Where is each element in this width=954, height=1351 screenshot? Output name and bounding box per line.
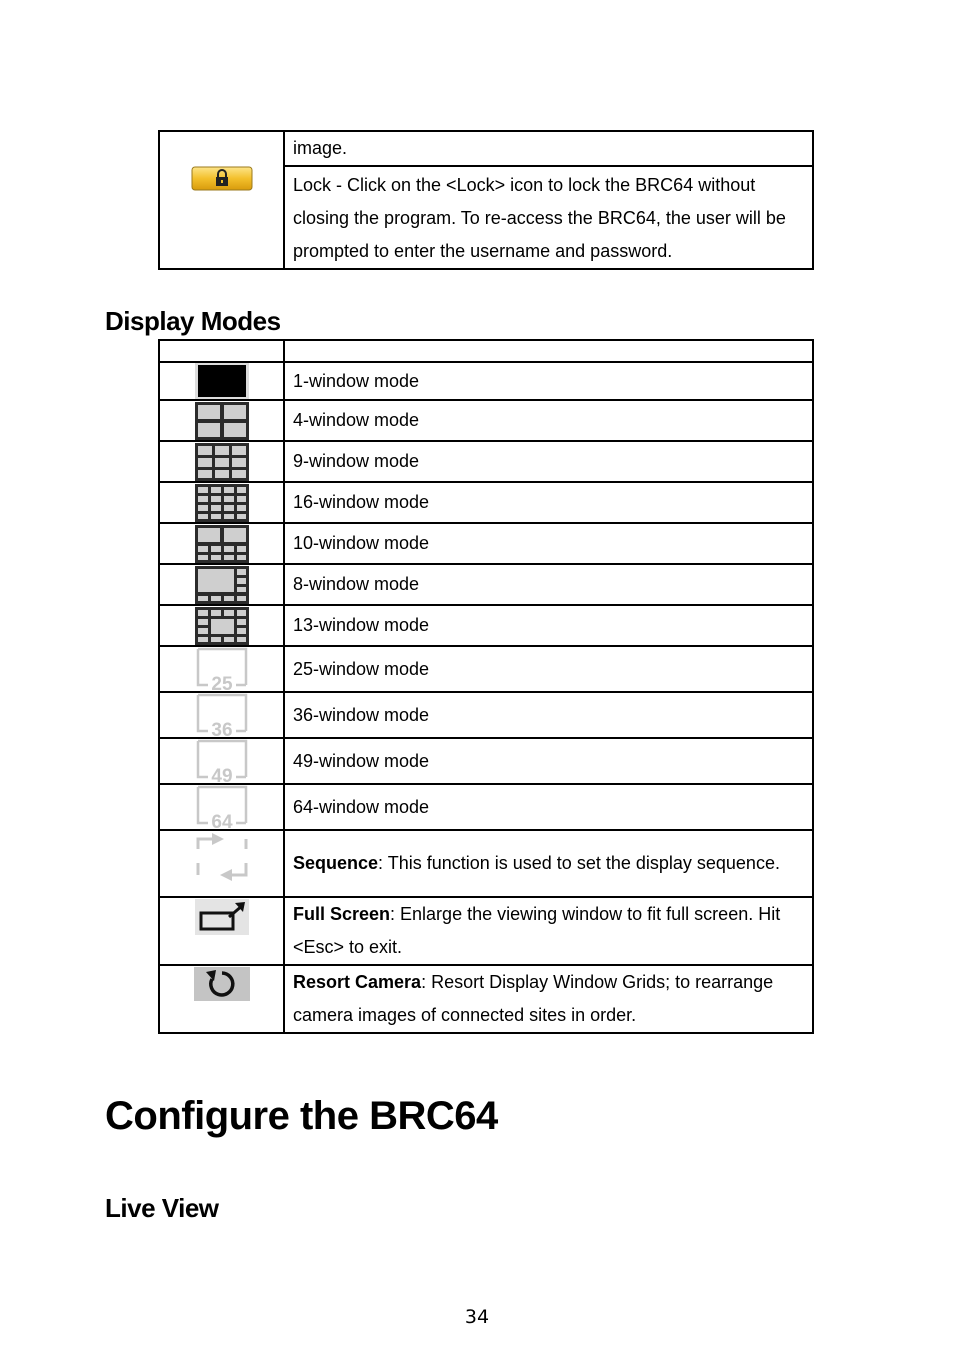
thirtysix-window-icon xyxy=(194,693,250,737)
display-modes-table xyxy=(158,339,814,1034)
mode-row xyxy=(159,738,813,784)
mode-row xyxy=(159,362,813,400)
mode-label: 49-window mode xyxy=(293,750,430,771)
one-window-icon xyxy=(195,363,249,399)
page-number: 34 xyxy=(464,1306,490,1328)
nine-window-icon xyxy=(195,443,249,481)
mode-label: 1-window mode xyxy=(293,370,420,391)
twentyfive-window-icon xyxy=(194,647,250,691)
lock-description-cell xyxy=(284,166,813,269)
sequence-icon xyxy=(194,833,250,883)
mode-label: 10-window mode xyxy=(293,533,430,553)
resort-camera-term: Resort Camera xyxy=(293,972,422,992)
eight-window-icon xyxy=(195,566,249,604)
mode-label: 16-window mode xyxy=(293,492,430,512)
mode-row xyxy=(159,564,813,605)
mode-row xyxy=(159,441,813,482)
mode-label: 13-window mode xyxy=(293,615,430,635)
fortynine-window-icon xyxy=(194,739,250,783)
full-screen-description: : Enlarge the viewing window to fit full screen. Hit <Esc> to exit. xyxy=(293,904,781,957)
image-text-cell xyxy=(284,131,813,166)
sequence-description: : This function is used to set the display sequence. xyxy=(378,853,780,873)
sequence-row xyxy=(159,830,813,897)
mode-label: 4-window mode xyxy=(293,410,420,430)
sixteen-window-icon xyxy=(195,484,249,522)
ten-window-icon xyxy=(195,525,249,563)
mode-label: 8-window mode xyxy=(293,574,420,594)
resort-icon xyxy=(194,967,250,1001)
mode-row xyxy=(159,784,813,830)
sixtyfour-window-icon xyxy=(194,785,250,829)
display-modes-heading: Display Modes xyxy=(105,306,281,336)
lock-table xyxy=(158,130,814,270)
mode-row xyxy=(159,400,813,441)
full-screen-term: Full Screen xyxy=(293,904,391,924)
lock-icon xyxy=(191,166,253,192)
mode-label: 25-window mode xyxy=(293,658,430,679)
section-title: Configure the BRC64 xyxy=(105,1094,498,1138)
lock-description: Lock - Click on the <Lock> icon to lock the BRC64 without closing the program. To re-access the BRC64, the user will be prompted to enter the username and password. xyxy=(293,175,786,261)
svg-text:49: 49 xyxy=(210,766,233,783)
mode-row xyxy=(159,692,813,738)
svg-text:64: 64 xyxy=(210,812,233,829)
full-screen-row xyxy=(159,897,813,965)
full-screen-icon xyxy=(195,899,249,935)
subsection-title: Live View xyxy=(105,1193,219,1223)
mode-row xyxy=(159,646,813,692)
resort-camera-description: : Resort Display Window Grids; to rearrange camera images of connected sites in order. xyxy=(293,972,774,1025)
header-icon-cell xyxy=(159,340,284,362)
svg-text:25: 25 xyxy=(210,674,233,691)
lock-icon-cell xyxy=(159,131,284,269)
image-text: image. xyxy=(293,138,348,158)
mode-row xyxy=(159,523,813,564)
mode-row xyxy=(159,605,813,646)
header-text-cell xyxy=(284,340,813,362)
svg-text:36: 36 xyxy=(210,720,233,737)
four-window-icon xyxy=(195,402,249,440)
mode-row xyxy=(159,482,813,523)
mode-label: 36-window mode xyxy=(293,704,430,725)
mode-label: 64-window mode xyxy=(293,796,430,817)
sequence-term: Sequence xyxy=(293,853,379,873)
resort-camera-row xyxy=(159,965,813,1033)
thirteen-window-icon xyxy=(195,607,249,645)
mode-label: 9-window mode xyxy=(293,451,420,471)
